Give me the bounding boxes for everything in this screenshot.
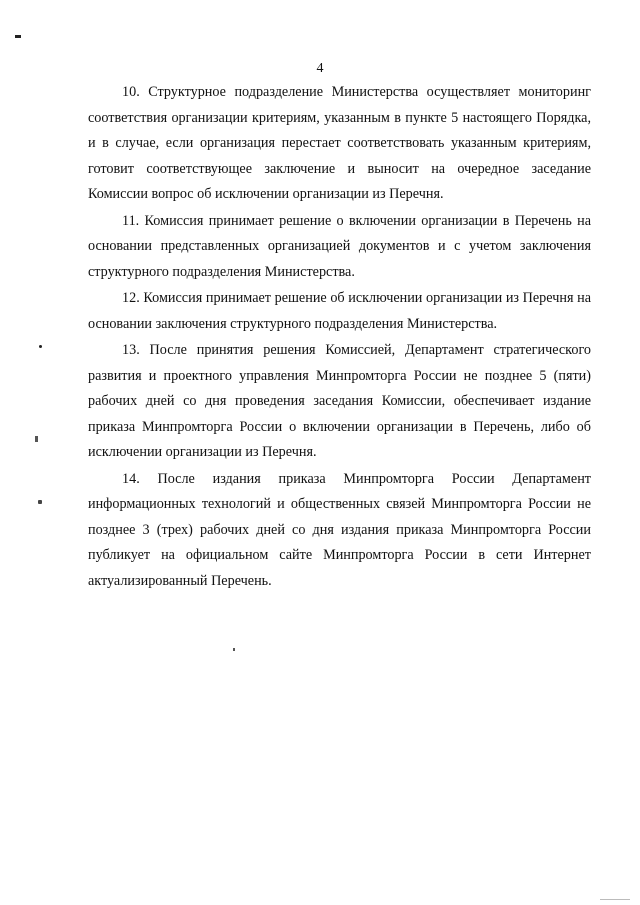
page-number: 4 [316,61,324,76]
paragraph-14: 14. После издания приказа Минпромторга России Департамент информационных технологий и общественных связей Минпромторга России не позднее 3 (трех) рабочих дней со дня издания приказа Минпромторга России публикует на официальном сайте Минпромторга России в сети Интернет актуализированный Перечень. [88,470,591,589]
scan-mark [38,500,42,504]
paragraph-13: 13. После принятия решения Комиссией, Департамент стратегического развития и проектного управления Минпромторга России не позднее 5 (пяти) рабочих дней со дня проведения заседания Комиссии, обеспечивает издание приказа Минпромторга России о включении организации в Перечень, либо об исключении организации из Перечня. [88,342,591,460]
scan-mark [15,35,21,38]
scan-mark [35,436,38,442]
paragraph-12: 12. Комиссия принимает решение об исключении организации из Перечня на основании заключения структурного подразделения Министерства. [88,290,591,332]
paragraph-10: 10. Структурное подразделение Министерства осуществляет мониторинг соответствия организации критериям, указанным в пункте 5 настоящего Порядка, и в случае, если организация перестает соответствовать указанным критериям, готовит соответствующее заключение и выносит на очередное заседание Комиссии вопрос об исключении организации из Перечня. [88,84,591,202]
scan-mark [39,345,42,348]
scan-mark [600,899,630,900]
scan-mark [233,648,235,651]
document-body [88,80,591,595]
paragraph-11: 11. Комиссия принимает решение о включении организации в Перечень на основании представленных организацией документов и с учетом заключения структурного подразделения Министерства. [88,212,591,280]
